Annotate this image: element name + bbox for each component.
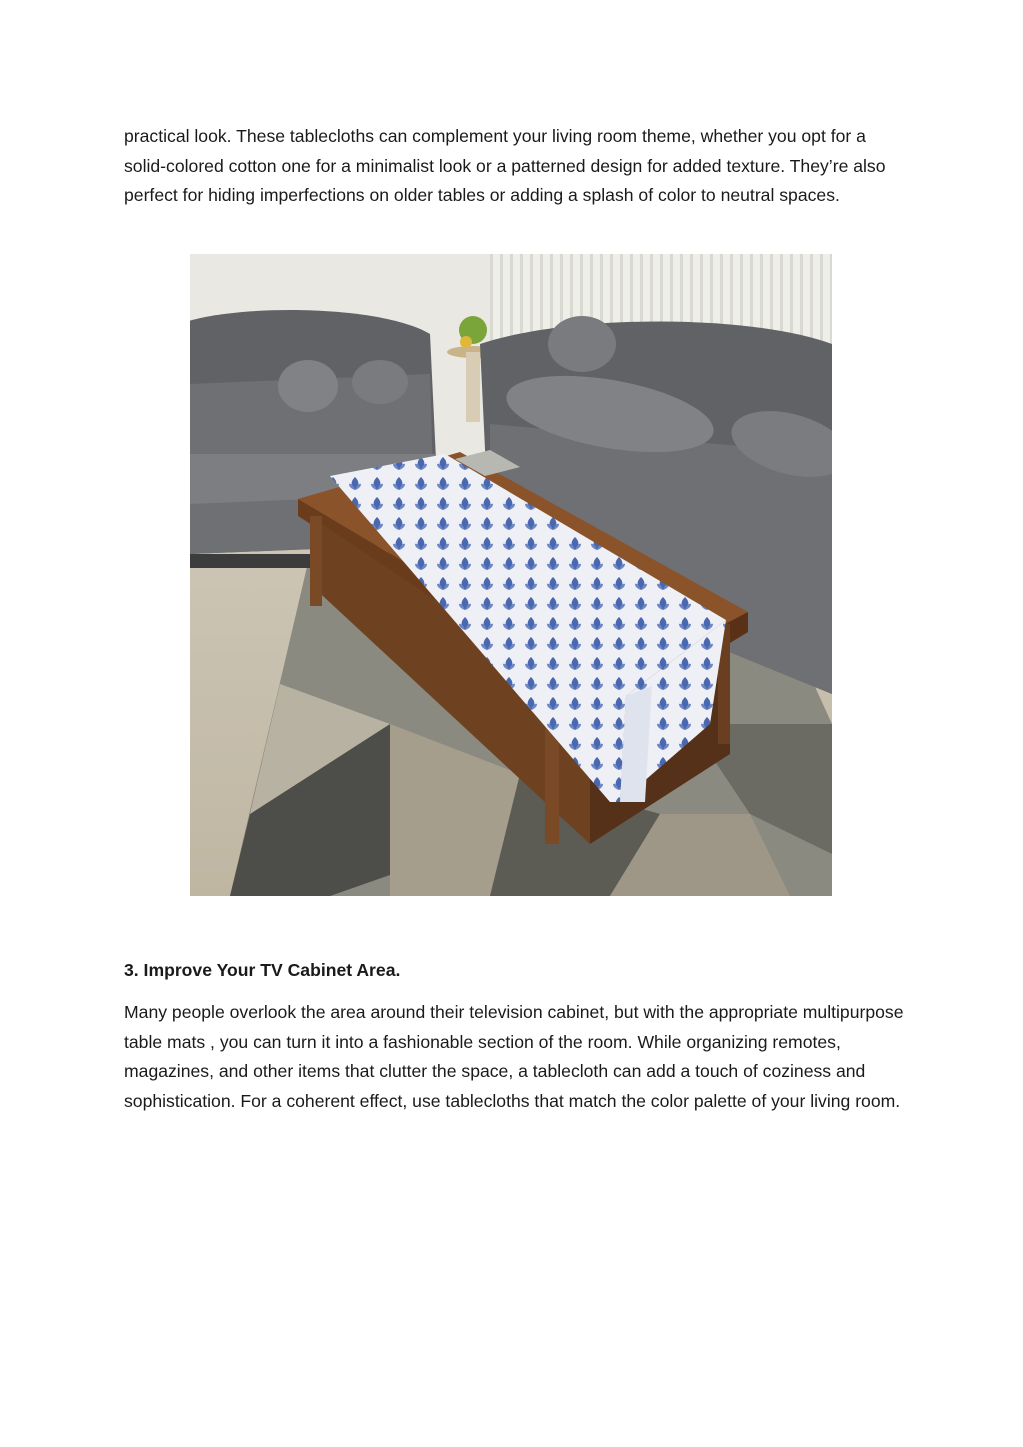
section-heading: 3. Improve Your TV Cabinet Area. xyxy=(124,960,401,980)
living-room-photo xyxy=(190,254,832,896)
intro-paragraph: practical look. These tablecloths can complement your living room theme, whether you opt for a solid-colored cotton one for a minimalist look or a patterned design for added texture. They’re also perfect for hiding imperfections on older tables or adding a splash of color to neutral spaces. xyxy=(124,126,886,205)
section-paragraph: Many people overlook the area around their television cabinet, but with the appropriate multipurpose table mats , you can turn it into a fashionable section of the room. While organizing remotes, magazines, and other items that clutter the space, a tablecloth can add a touch of coziness and sophistication. For a coherent effect, use tablecloths that match the color palette of your living room. xyxy=(124,1002,904,1111)
